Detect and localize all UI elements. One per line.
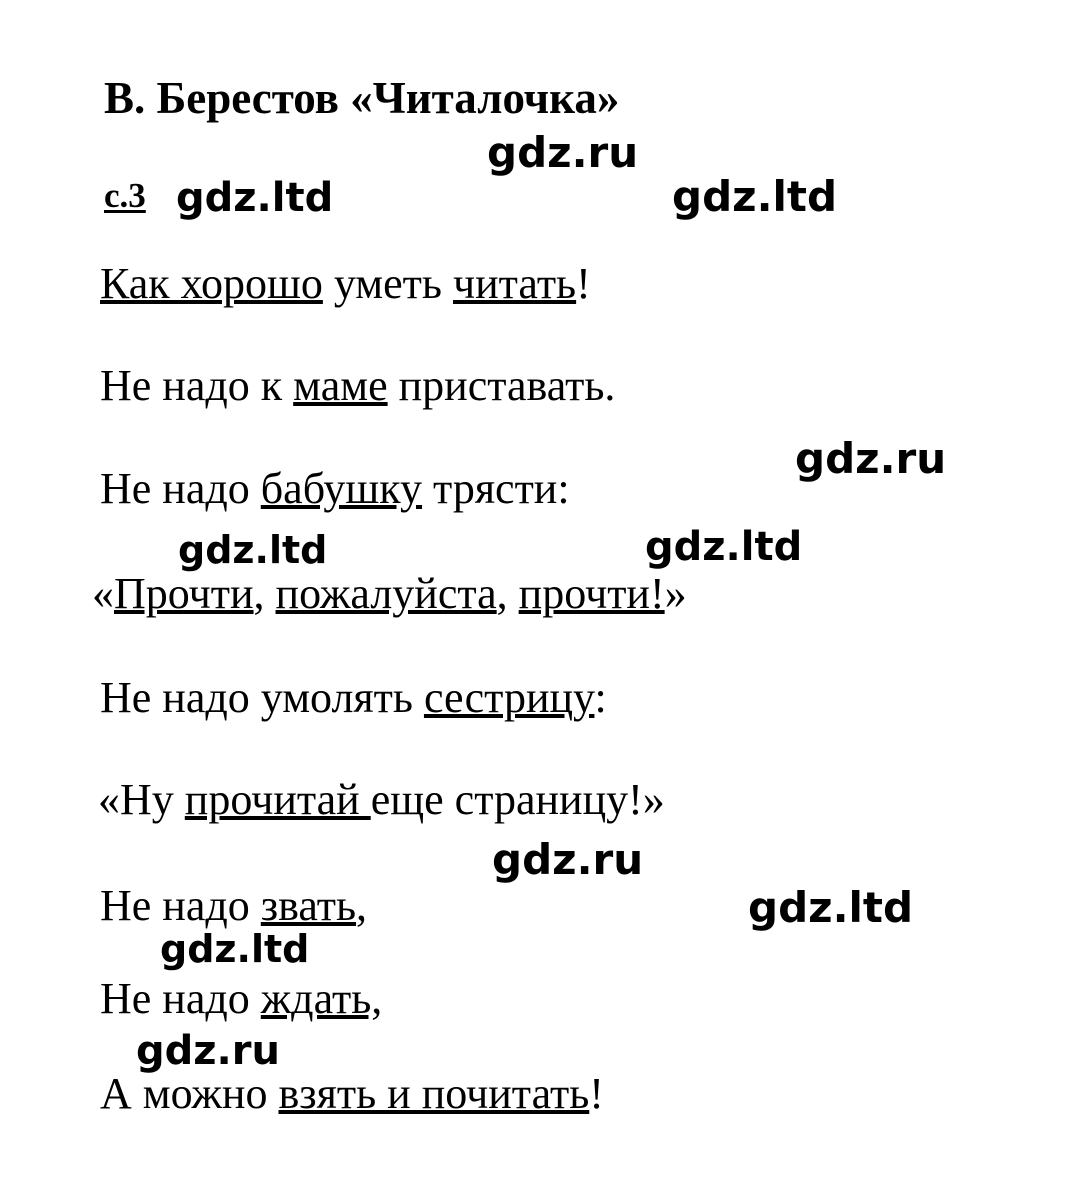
plain-phrase: ! — [589, 1069, 604, 1118]
plain-phrase: , — [253, 569, 276, 618]
plain-phrase: уметь — [322, 259, 453, 308]
watermark: gdz.ltd — [672, 172, 838, 221]
underlined-phrase: читать — [452, 259, 577, 308]
poem-line — [100, 464, 570, 513]
plain-phrase: А можно — [100, 1069, 279, 1118]
plain-phrase: : — [594, 673, 607, 722]
watermark: gdz.ltd — [176, 175, 334, 221]
plain-phrase: » — [664, 569, 687, 618]
poem-line — [100, 673, 607, 722]
watermark: gdz.ru — [136, 1028, 280, 1074]
plain-phrase: « — [92, 569, 114, 618]
underlined-phrase: Прочти — [114, 569, 254, 618]
page-title: В. Берестов «Читалочка» — [104, 73, 620, 123]
underlined-phrase: бабушку — [260, 464, 423, 513]
plain-phrase: Не надо — [100, 974, 261, 1023]
watermark: gdz.ru — [795, 434, 947, 483]
poem-line — [100, 881, 368, 930]
poem-line — [100, 259, 591, 308]
plain-phrase: «Ну — [98, 775, 185, 824]
underlined-phrase: звать — [260, 881, 357, 930]
plain-phrase: Не надо — [100, 881, 261, 930]
watermark: gdz.ltd — [178, 528, 328, 572]
watermark: gdz.ru — [487, 128, 639, 177]
watermark: gdz.ltd — [748, 883, 914, 932]
watermark: gdz.ltd — [645, 524, 803, 570]
plain-phrase: еще страницу!» — [370, 775, 665, 824]
page-reference: с.3 — [104, 176, 146, 215]
underlined-phrase: маме — [293, 361, 388, 410]
underlined-phrase: сестрицу — [423, 673, 595, 722]
poem-line — [100, 361, 616, 410]
plain-phrase: , — [496, 569, 519, 618]
poem-line — [100, 1069, 604, 1118]
watermark: gdz.ltd — [160, 927, 310, 971]
underlined-phrase: ждать, — [260, 974, 383, 1023]
underlined-phrase: прочитай — [184, 775, 371, 824]
plain-phrase: ! — [576, 259, 591, 308]
underlined-phrase: прочти! — [518, 569, 665, 618]
plain-phrase: Не надо — [100, 464, 261, 513]
plain-phrase: , — [356, 881, 368, 930]
poem-line — [92, 569, 687, 618]
plain-phrase: Не надо умолять — [100, 673, 424, 722]
underlined-phrase: взять и почитать — [278, 1069, 590, 1118]
poem-line — [100, 974, 383, 1023]
plain-phrase: приставать. — [387, 361, 616, 410]
plain-phrase: Не надо к — [100, 361, 294, 410]
underlined-phrase: Как хорошо — [100, 259, 323, 308]
plain-phrase: трясти: — [422, 464, 570, 513]
underlined-phrase: пожалуйста — [275, 569, 497, 618]
poem-line — [98, 775, 665, 824]
watermark: gdz.ru — [492, 835, 644, 884]
